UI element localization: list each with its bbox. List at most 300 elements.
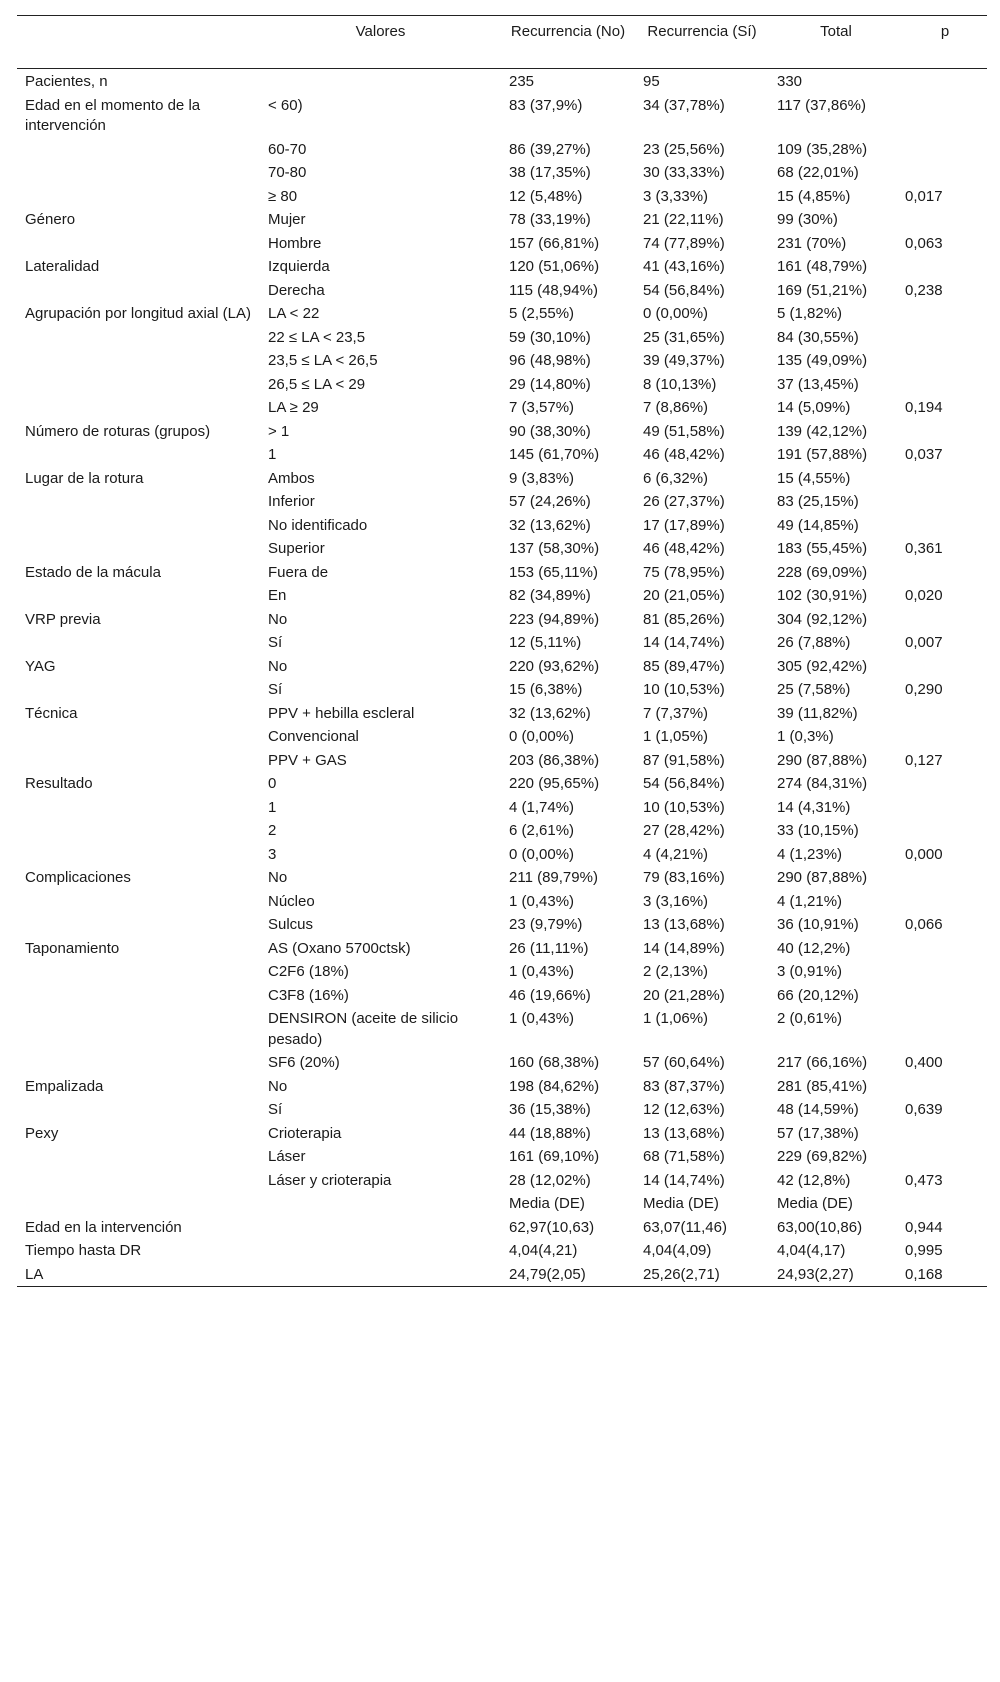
- cell-total: 14 (4,31%): [777, 798, 851, 816]
- cell-variable: [17, 1145, 260, 1169]
- cell-p-value: [903, 796, 987, 820]
- cell-recurrencia-no: 157 (66,81%): [509, 234, 600, 252]
- table-row: [17, 326, 987, 350]
- cell-variable: [17, 161, 260, 185]
- cell-variable: [17, 819, 260, 843]
- cell-valor: [260, 1192, 501, 1216]
- cell-total: 37 (13,45%): [777, 375, 859, 393]
- cell-recurrencia-si: 1 (1,06%): [643, 1010, 709, 1027]
- cell-variable: [17, 678, 260, 702]
- cell-variable: [17, 232, 260, 256]
- cell-total: 49 (14,85%): [777, 516, 859, 534]
- table-row: [17, 913, 987, 937]
- cell-recurrencia-si: 54 (56,84%): [643, 281, 725, 299]
- cell-variable: Edad en la intervención: [25, 1218, 182, 1236]
- cell-valor: [260, 1216, 501, 1240]
- table-row: [17, 702, 987, 726]
- cell-p-value: 0,168: [905, 1265, 943, 1283]
- cell-recurrencia-no: 115 (48,94%): [509, 281, 598, 299]
- cell-recurrencia-si: 87 (91,58%): [643, 751, 725, 769]
- cell-variable: Lugar de la rotura: [25, 469, 144, 487]
- cell-valor: 1: [268, 798, 277, 816]
- cell-total: 83 (25,15%): [777, 493, 859, 510]
- cell-recurrencia-no: 44 (18,88%): [509, 1124, 591, 1142]
- cell-total: 117 (37,86%): [777, 96, 866, 114]
- cell-valor: ≥ 80: [268, 187, 298, 205]
- cell-recurrencia-si: 74 (77,89%): [643, 234, 725, 252]
- cell-total: 274 (84,31%): [777, 775, 868, 792]
- cell-recurrencia-si: 20 (21,05%): [643, 587, 725, 604]
- cell-variable: [17, 443, 260, 467]
- cell-valor: 26,5 ≤ LA < 29: [268, 375, 366, 393]
- cell-recurrencia-si: 14 (14,74%): [643, 1171, 725, 1189]
- cell-p-value: 0,995: [905, 1242, 943, 1259]
- cell-valor: Sí: [268, 634, 283, 651]
- cell-valor: Láser y crioterapia: [268, 1171, 392, 1189]
- header-p-value: p: [940, 23, 950, 40]
- table-row: [17, 208, 987, 232]
- cell-variable: [17, 1169, 260, 1193]
- cell-recurrencia-no: 62,97(10,63): [509, 1218, 595, 1236]
- cell-total: 68 (22,01%): [777, 164, 859, 181]
- cell-total: 5 (1,82%): [777, 305, 843, 322]
- cell-p-value: [903, 302, 987, 326]
- table-row: [17, 1239, 987, 1263]
- cell-recurrencia-no: 1 (0,43%): [509, 892, 575, 910]
- table-row: [17, 678, 987, 702]
- cell-p-value: [903, 702, 987, 726]
- cell-valor: Hombre: [268, 234, 322, 252]
- cell-recurrencia-no: 1 (0,43%): [509, 1010, 575, 1027]
- cell-p-value: 0,473: [905, 1171, 943, 1189]
- cell-valor: No identificado: [268, 516, 368, 534]
- cell-recurrencia-si: 25,26(2,71): [643, 1265, 720, 1283]
- cell-p-value: [903, 1007, 987, 1051]
- cell-valor: Núcleo: [268, 892, 315, 910]
- cell-recurrencia-no: 12 (5,48%): [509, 187, 583, 205]
- cell-recurrencia-si: 63,07(11,46): [643, 1218, 727, 1236]
- cell-valor: C2F6 (18%): [268, 963, 349, 980]
- cell-p-value: 0,400: [905, 1054, 943, 1071]
- cell-recurrencia-no: 32 (13,62%): [509, 704, 591, 722]
- cell-recurrencia-si: 6 (6,32%): [643, 469, 709, 487]
- cell-valor: Sí: [268, 1101, 283, 1118]
- cell-valor: Láser: [268, 1148, 306, 1165]
- results-table: [17, 15, 987, 1287]
- cell-variable: [17, 138, 260, 162]
- cell-total: 290 (87,88%): [777, 751, 868, 769]
- cell-valor: SF6 (20%): [268, 1054, 340, 1071]
- table-row: [17, 584, 987, 608]
- cell-valor: No: [268, 1077, 288, 1095]
- cell-variable: YAG: [25, 657, 56, 675]
- cell-recurrencia-si: 30 (33,33%): [643, 164, 725, 181]
- cell-valor: 23,5 ≤ LA < 26,5: [268, 352, 378, 369]
- table-row: [17, 302, 987, 326]
- cell-valor: LA ≥ 29: [268, 399, 319, 416]
- cell-p-value: [903, 514, 987, 538]
- cell-variable: Empalizada: [25, 1077, 104, 1095]
- cell-variable: Complicaciones: [25, 869, 131, 886]
- cell-recurrencia-no: 235: [509, 73, 535, 90]
- cell-recurrencia-si: 41 (43,16%): [643, 258, 725, 275]
- table-row: [17, 514, 987, 538]
- cell-variable: [17, 749, 260, 773]
- cell-valor: Crioterapia: [268, 1124, 342, 1142]
- table-row: [17, 725, 987, 749]
- cell-total: 2 (0,61%): [777, 1010, 843, 1027]
- table-row: [17, 890, 987, 914]
- cell-p-value: [903, 561, 987, 585]
- cell-variable: [17, 1007, 260, 1051]
- header-variable: [17, 16, 260, 69]
- cell-p-value: 0,017: [905, 187, 943, 205]
- cell-p-value: [903, 866, 987, 890]
- cell-total: 48 (14,59%): [777, 1101, 859, 1118]
- cell-variable: Género: [25, 211, 76, 228]
- cell-recurrencia-si: 12 (12,63%): [643, 1101, 725, 1118]
- cell-total: 228 (69,09%): [777, 563, 868, 581]
- cell-recurrencia-si: 10 (10,53%): [643, 681, 725, 698]
- cell-variable: Agrupación por longitud axial (LA): [25, 305, 251, 322]
- cell-p-value: [903, 420, 987, 444]
- table-header: [17, 16, 987, 69]
- table-row: [17, 1051, 987, 1075]
- table-row: [17, 772, 987, 796]
- table-row: [17, 232, 987, 256]
- cell-valor: Superior: [268, 540, 325, 557]
- cell-recurrencia-si: 4,04(4,09): [643, 1242, 712, 1259]
- cell-p-value: [903, 349, 987, 373]
- cell-p-value: [903, 960, 987, 984]
- cell-variable: Tiempo hasta DR: [25, 1242, 142, 1259]
- cell-variable: VRP previa: [25, 610, 101, 628]
- cell-recurrencia-si: 81 (85,26%): [643, 610, 725, 628]
- cell-recurrencia-si: 7 (8,86%): [643, 399, 709, 416]
- table-row: [17, 185, 987, 209]
- table-row: [17, 537, 987, 561]
- table-row: [17, 608, 987, 632]
- cell-recurrencia-no: 0 (0,00%): [509, 728, 575, 745]
- cell-valor: [260, 69, 501, 94]
- table-body: [17, 69, 987, 1287]
- cell-variable: [17, 1192, 260, 1216]
- table-row: [17, 1075, 987, 1099]
- cell-variable: [17, 984, 260, 1008]
- cell-recurrencia-no: 86 (39,27%): [509, 140, 591, 158]
- cell-valor: 3: [268, 845, 277, 863]
- cell-total: 169 (51,21%): [777, 281, 868, 299]
- table-row: [17, 396, 987, 420]
- cell-recurrencia-si: 2 (2,13%): [643, 963, 709, 980]
- cell-total: 135 (49,09%): [777, 352, 868, 369]
- cell-total: 36 (10,91%): [777, 916, 859, 933]
- cell-p-value: 0,127: [905, 751, 943, 769]
- table-row: [17, 866, 987, 890]
- cell-p-value: [903, 1122, 987, 1146]
- table-row: [17, 1169, 987, 1193]
- cell-variable: [17, 185, 260, 209]
- cell-p-value: [903, 984, 987, 1008]
- header-total: Total: [820, 23, 852, 40]
- cell-recurrencia-no: 12 (5,11%): [509, 634, 582, 651]
- cell-p-value: [903, 937, 987, 961]
- cell-recurrencia-no: 0 (0,00%): [509, 845, 575, 863]
- cell-total: 217 (66,16%): [777, 1054, 868, 1071]
- cell-variable: [17, 725, 260, 749]
- cell-variable: [17, 1051, 260, 1075]
- cell-p-value: [903, 1192, 987, 1216]
- cell-recurrencia-no: 26 (11,11%): [509, 939, 589, 957]
- cell-variable: Lateralidad: [25, 258, 100, 275]
- cell-total: 183 (55,45%): [777, 540, 868, 557]
- cell-valor: 2: [268, 822, 277, 839]
- cell-p-value: 0,020: [905, 587, 943, 604]
- cell-recurrencia-no: 4,04(4,21): [509, 1242, 578, 1259]
- cell-recurrencia-si: 13 (13,68%): [643, 1124, 725, 1142]
- cell-total: 304 (92,12%): [777, 610, 868, 628]
- cell-total: 102 (30,91%): [777, 587, 868, 604]
- cell-recurrencia-no: 36 (15,38%): [509, 1101, 591, 1118]
- cell-valor: No: [268, 610, 288, 628]
- table-row: [17, 631, 987, 655]
- cell-p-value: 0,007: [905, 634, 943, 651]
- table-row: [17, 349, 987, 373]
- cell-recurrencia-si: 14 (14,89%): [643, 939, 725, 957]
- cell-recurrencia-no: 38 (17,35%): [509, 164, 591, 181]
- cell-variable: [17, 584, 260, 608]
- cell-valor: 0: [268, 775, 277, 792]
- cell-total: 231 (70%): [777, 234, 847, 252]
- cell-total: 281 (85,41%): [777, 1077, 868, 1095]
- cell-variable: [17, 514, 260, 538]
- table-row: [17, 255, 987, 279]
- cell-valor: No: [268, 657, 288, 675]
- cell-recurrencia-si: 7 (7,37%): [643, 704, 709, 722]
- cell-valor: Convencional: [268, 728, 359, 745]
- cell-p-value: [903, 608, 987, 632]
- cell-valor: [260, 1263, 501, 1287]
- cell-recurrencia-no: 223 (94,89%): [509, 610, 600, 628]
- cell-recurrencia-no: 78 (33,19%): [509, 211, 591, 228]
- cell-p-value: [903, 208, 987, 232]
- cell-recurrencia-no: 46 (19,66%): [509, 986, 591, 1004]
- cell-valor: DENSIRON (aceite de silicio pesado): [268, 1010, 459, 1048]
- table-row: [17, 796, 987, 820]
- cell-recurrencia-si: 21 (22,11%): [643, 211, 724, 228]
- cell-valor: Izquierda: [268, 258, 330, 275]
- cell-recurrencia-no: 198 (84,62%): [509, 1077, 600, 1095]
- cell-valor: PPV + hebilla escleral: [268, 704, 415, 722]
- cell-recurrencia-si: 83 (87,37%): [643, 1077, 725, 1095]
- cell-recurrencia-si: 4 (4,21%): [643, 845, 709, 863]
- cell-recurrencia-si: 26 (27,37%): [643, 493, 725, 510]
- cell-p-value: 0,000: [905, 845, 943, 863]
- table-row: [17, 960, 987, 984]
- cell-p-value: 0,944: [905, 1218, 943, 1236]
- table-row: [17, 984, 987, 1008]
- table-row: [17, 819, 987, 843]
- cell-p-value: [903, 161, 987, 185]
- cell-recurrencia-si: 0 (0,00%): [643, 305, 709, 322]
- cell-total: 4,04(4,17): [777, 1242, 846, 1259]
- cell-recurrencia-si: 46 (48,42%): [643, 540, 725, 557]
- cell-p-value: [903, 819, 987, 843]
- cell-variable: [17, 490, 260, 514]
- cell-valor: Ambos: [268, 469, 315, 487]
- cell-p-value: [903, 725, 987, 749]
- cell-total: 24,93(2,27): [777, 1265, 854, 1283]
- cell-recurrencia-no: 83 (37,9%): [509, 96, 583, 114]
- cell-p-value: [903, 490, 987, 514]
- table-row: [17, 1192, 987, 1216]
- table-row: [17, 467, 987, 491]
- cell-valor: C3F8 (16%): [268, 986, 349, 1004]
- cell-recurrencia-no: 6 (2,61%): [509, 822, 575, 839]
- cell-variable: [17, 1098, 260, 1122]
- table-row: [17, 279, 987, 303]
- table-row: [17, 161, 987, 185]
- cell-p-value: [903, 655, 987, 679]
- cell-total: 330: [777, 73, 803, 90]
- cell-valor: No: [268, 869, 288, 886]
- table-row: [17, 1145, 987, 1169]
- cell-recurrencia-no: 90 (38,30%): [509, 422, 591, 440]
- table-row: [17, 69, 987, 94]
- cell-total: 33 (10,15%): [777, 822, 859, 839]
- cell-recurrencia-si: 23 (25,56%): [643, 140, 725, 158]
- table-row: [17, 1098, 987, 1122]
- cell-recurrencia-no: 23 (9,79%): [509, 916, 583, 933]
- cell-valor: > 1: [268, 422, 290, 440]
- cell-p-value: [903, 1145, 987, 1169]
- cell-total: Media (DE): [777, 1195, 853, 1212]
- cell-total: 4 (1,23%): [777, 845, 843, 863]
- cell-valor: 60-70: [268, 140, 307, 158]
- cell-recurrencia-no: 82 (34,89%): [509, 587, 591, 604]
- cell-recurrencia-no: 120 (51,06%): [509, 258, 600, 275]
- cell-recurrencia-si: 54 (56,84%): [643, 775, 725, 792]
- cell-valor: 1: [268, 446, 277, 463]
- cell-variable: Estado de la mácula: [25, 563, 161, 581]
- cell-p-value: [903, 326, 987, 350]
- table-row: [17, 138, 987, 162]
- cell-recurrencia-si: 3 (3,33%): [643, 187, 709, 205]
- cell-total: 15 (4,55%): [777, 469, 851, 487]
- cell-recurrencia-si: 27 (28,42%): [643, 822, 725, 839]
- cell-variable: [17, 796, 260, 820]
- cell-recurrencia-si: 3 (3,16%): [643, 892, 709, 910]
- cell-recurrencia-si: 10 (10,53%): [643, 798, 725, 816]
- cell-variable: [17, 349, 260, 373]
- cell-recurrencia-si: 68 (71,58%): [643, 1148, 725, 1165]
- cell-recurrencia-no: 161 (69,10%): [509, 1148, 600, 1165]
- cell-valor: 70-80: [268, 164, 307, 181]
- cell-total: 25 (7,58%): [777, 681, 851, 698]
- cell-recurrencia-si: 75 (78,95%): [643, 563, 725, 581]
- cell-p-value: 0,238: [905, 281, 943, 299]
- cell-p-value: [903, 373, 987, 397]
- cell-variable: [17, 537, 260, 561]
- cell-recurrencia-no: 57 (24,26%): [509, 493, 591, 510]
- cell-total: 39 (11,82%): [777, 704, 858, 722]
- cell-p-value: 0,194: [905, 399, 943, 416]
- cell-recurrencia-no: 59 (30,10%): [509, 328, 591, 346]
- cell-total: 139 (42,12%): [777, 422, 868, 440]
- cell-variable: Pexy: [25, 1124, 59, 1142]
- cell-recurrencia-si: 17 (17,89%): [643, 516, 725, 534]
- cell-valor: Sí: [268, 681, 283, 698]
- cell-recurrencia-no: 7 (3,57%): [509, 399, 575, 416]
- cell-total: 99 (30%): [777, 211, 838, 228]
- header-recurrencia-si: Recurrencia (Sí): [647, 23, 757, 40]
- cell-recurrencia-si: 8 (10,13%): [643, 375, 717, 393]
- cell-total: 42 (12,8%): [777, 1171, 851, 1189]
- cell-valor: En: [268, 587, 287, 604]
- cell-recurrencia-si: 49 (51,58%): [643, 422, 725, 440]
- cell-p-value: [903, 772, 987, 796]
- cell-p-value: [903, 255, 987, 279]
- cell-total: 191 (57,88%): [777, 446, 868, 463]
- cell-variable: Pacientes, n: [25, 73, 108, 90]
- results-table-container: [17, 15, 987, 1287]
- cell-total: 290 (87,88%): [777, 869, 868, 886]
- cell-total: 66 (20,12%): [777, 986, 859, 1004]
- cell-recurrencia-no: 160 (68,38%): [509, 1054, 600, 1071]
- cell-variable: [17, 890, 260, 914]
- cell-recurrencia-no: 211 (89,79%): [509, 869, 598, 886]
- cell-valor: PPV + GAS: [268, 751, 347, 769]
- cell-valor: [260, 1239, 501, 1263]
- cell-recurrencia-si: 14 (14,74%): [643, 634, 725, 651]
- table-row: [17, 937, 987, 961]
- cell-variable: Número de roturas (grupos): [25, 422, 211, 440]
- cell-variable: LA: [25, 1265, 44, 1283]
- cell-variable: [17, 843, 260, 867]
- cell-total: 161 (48,79%): [777, 258, 868, 275]
- table-row: [17, 1007, 987, 1051]
- cell-recurrencia-si: 95: [643, 73, 660, 90]
- cell-recurrencia-no: 137 (58,30%): [509, 540, 600, 557]
- table-row: [17, 749, 987, 773]
- cell-valor: Fuera de: [268, 563, 329, 581]
- cell-total: 63,00(10,86): [777, 1218, 863, 1236]
- table-row: [17, 1263, 987, 1287]
- table-row: [17, 420, 987, 444]
- table-row: [17, 561, 987, 585]
- cell-recurrencia-no: 4 (1,74%): [509, 798, 575, 816]
- table-row: [17, 843, 987, 867]
- cell-recurrencia-no: 28 (12,02%): [509, 1171, 591, 1189]
- cell-valor: < 60): [268, 96, 303, 114]
- cell-valor: AS (Oxano 5700ctsk): [268, 939, 411, 957]
- cell-p-value: 0,063: [905, 234, 943, 252]
- cell-p-value: [903, 1075, 987, 1099]
- cell-valor: Derecha: [268, 281, 325, 299]
- cell-recurrencia-no: 153 (65,11%): [509, 563, 598, 581]
- cell-variable: Técnica: [25, 704, 78, 722]
- header-recurrencia-no: Recurrencia (No): [510, 23, 626, 40]
- cell-valor: Mujer: [268, 211, 306, 228]
- cell-p-value: [903, 94, 987, 138]
- table-row: [17, 1216, 987, 1240]
- cell-total: 14 (5,09%): [777, 399, 851, 416]
- cell-recurrencia-no: 220 (95,65%): [509, 775, 600, 792]
- cell-recurrencia-si: 85 (89,47%): [643, 657, 725, 675]
- cell-total: 3 (0,91%): [777, 963, 843, 980]
- cell-recurrencia-si: 13 (13,68%): [643, 916, 725, 933]
- cell-valor: LA < 22: [268, 305, 320, 322]
